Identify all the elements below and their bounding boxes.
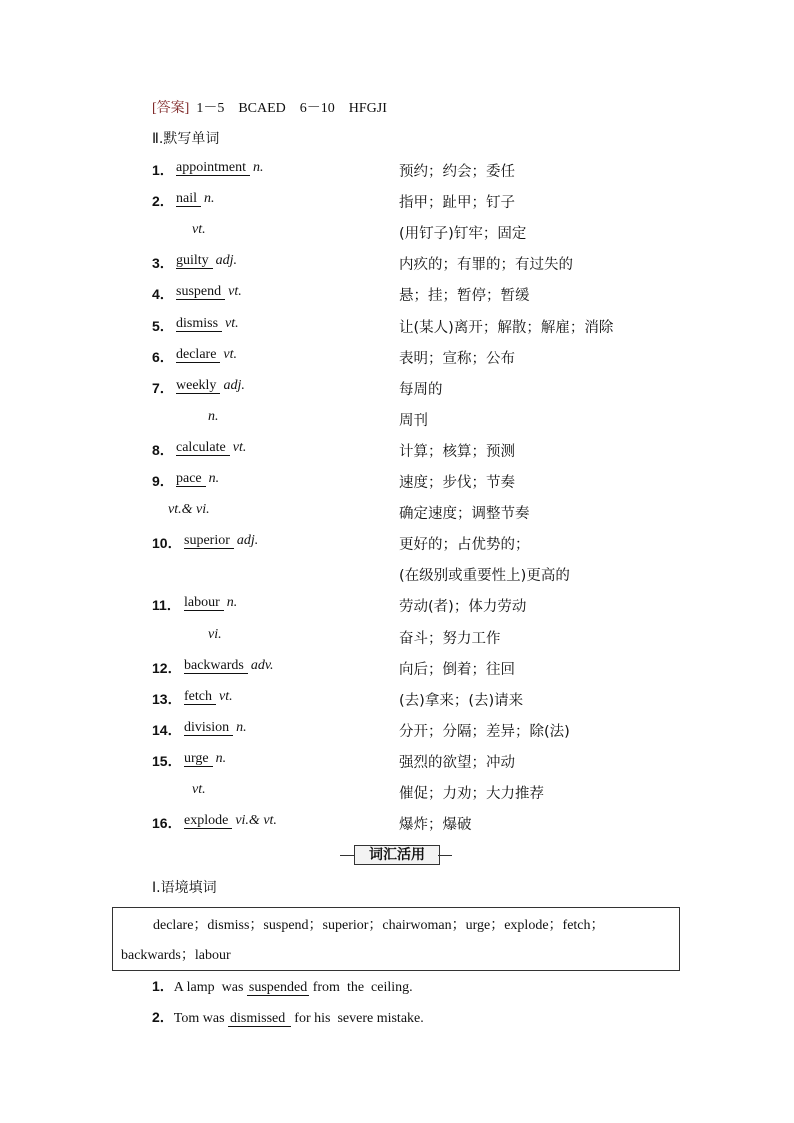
vocab-pos: vt. (228, 284, 242, 299)
vocab-meaning: 内疚的；有罪的；有过失的 (399, 257, 573, 273)
sentence-2 (152, 1007, 424, 1027)
vocab-meaning: (用钉子)钉牢；固定 (399, 226, 527, 242)
vocab-meaning: 速度；步伐；节奏 (399, 475, 515, 491)
word-bank-line-2: backwards；labour (121, 948, 231, 963)
vocab-meaning: 强烈的欲望；冲动 (399, 755, 515, 771)
vocab-number: 7． (152, 380, 174, 396)
vocab-row (0, 720, 794, 742)
vocab-meaning: 更好的；占优势的； (399, 537, 530, 553)
vocab-meaning: 催促；力劝；大力推荐 (399, 786, 544, 802)
vocab-pos: adj. (215, 253, 238, 268)
vocab-word: declare (176, 347, 220, 363)
vocab-number: 12． (152, 660, 182, 676)
section2-title: Ⅰ.语境填词 (152, 880, 217, 896)
vocab-entry (184, 720, 247, 736)
vocab-entry (176, 440, 246, 456)
vocab-entry (176, 316, 239, 332)
vocab-pos: n. (208, 471, 220, 486)
vocab-row (0, 502, 794, 524)
vocab-entry (184, 658, 274, 674)
vocab-word: fetch (184, 689, 216, 705)
vocab-number: 1． (152, 162, 174, 178)
vocab-number: 9． (152, 473, 174, 489)
vocab-word: backwards (184, 658, 248, 674)
vocab-pos: n. (236, 720, 247, 735)
vocab-word: pace (176, 471, 206, 487)
vocab-row (0, 813, 794, 835)
sentence-after: from the ceiling. (309, 980, 413, 995)
vocab-number: 2． (152, 193, 174, 209)
vocab-number: 10． (152, 535, 182, 551)
vocab-number: 14． (152, 722, 182, 738)
vocab-word: nail (176, 191, 201, 207)
vocab-word: appointment (176, 160, 250, 176)
sentence-1 (152, 976, 413, 996)
vocab-pos: n. (215, 751, 227, 766)
vocab-number: 16． (152, 815, 182, 831)
vocab-meaning: 分开；分隔；差异；除(法) (399, 724, 570, 740)
vocab-pos: vt. (225, 316, 239, 331)
answer-line (152, 97, 387, 117)
vocab-pos: adv. (250, 658, 274, 673)
answer-tag: [答案] (152, 101, 190, 116)
sentence-answer: dismissed (230, 1011, 289, 1026)
vocab-row (0, 471, 794, 493)
answer-text: 1－5 BCAED 6－10 HFGJI (189, 101, 387, 116)
vocab-pos: vi.& vt. (235, 813, 277, 828)
banner-rule-left (340, 855, 354, 856)
banner-label: 词汇活用 (354, 845, 440, 865)
vocab-entry (184, 533, 258, 549)
vocab-row (0, 533, 794, 555)
vocab-pos: n. (204, 191, 215, 206)
vocab-meaning: 向后；倒着；往回 (399, 662, 515, 678)
vocab-meaning: (去)拿来；(去)请来 (399, 693, 524, 709)
vocab-word: calculate (176, 440, 230, 456)
vocab-word: explode (184, 813, 232, 829)
vocab-word: superior (184, 533, 234, 549)
banner-rule-right (438, 855, 452, 856)
vocab-row (0, 160, 794, 182)
vocab-entry (184, 751, 226, 767)
vocab-meaning: 奋斗；努力工作 (399, 631, 501, 647)
vocab-sub-pos: vi. (208, 627, 222, 642)
vocab-sub-pos: vt.& vi. (168, 502, 210, 517)
section-banner (340, 845, 452, 865)
vocab-row (0, 409, 794, 431)
vocab-pos: adj. (236, 533, 259, 548)
vocab-word: suspend (176, 284, 225, 300)
vocab-word: labour (184, 595, 224, 611)
vocab-meaning: 让(某人)离开；解散；解雇；消除 (399, 320, 614, 336)
vocab-number: 3． (152, 255, 174, 271)
vocab-row (0, 782, 794, 804)
sentence-before: Tom was (173, 1011, 229, 1026)
vocab-word: guilty (176, 253, 213, 269)
vocab-row (0, 222, 794, 244)
vocab-word: division (184, 720, 233, 736)
vocab-row (0, 689, 794, 711)
vocab-number: 8． (152, 442, 174, 458)
vocab-number: 15． (152, 753, 182, 769)
sentence-number: 1． (152, 978, 174, 994)
vocab-meaning: 确定速度；调整节奏 (399, 506, 530, 522)
vocab-pos: n. (226, 595, 238, 610)
vocab-meaning: (在级别或重要性上)更高的 (399, 568, 570, 584)
vocab-row (0, 253, 794, 275)
word-bank-box (112, 907, 680, 971)
vocab-pos: adj. (223, 378, 245, 393)
vocab-meaning: 劳动(者)；体力劳动 (399, 599, 527, 615)
vocab-meaning: 表明；宣称；公布 (399, 351, 515, 367)
vocab-pos: vt. (218, 689, 233, 704)
vocab-entry (184, 813, 277, 829)
vocab-entry (176, 160, 264, 176)
vocab-number: 4． (152, 286, 174, 302)
vocab-entry (184, 689, 233, 705)
vocab-row (0, 564, 794, 586)
vocab-row (0, 378, 794, 400)
vocab-pos: vt. (232, 440, 247, 455)
sentence-number: 2． (152, 1009, 174, 1025)
vocab-meaning: 指甲；趾甲；钉子 (399, 195, 515, 211)
vocab-entry (184, 595, 237, 611)
vocab-row (0, 316, 794, 338)
vocab-row (0, 284, 794, 306)
vocab-sub-pos: vt. (192, 782, 206, 797)
vocab-pos: vt. (223, 347, 238, 362)
vocab-meaning: 悬；挂；暂停；暂缓 (399, 288, 530, 304)
vocab-row (0, 347, 794, 369)
vocab-meaning: 每周的 (399, 382, 443, 398)
vocab-entry (176, 471, 219, 487)
vocab-word: urge (184, 751, 213, 767)
vocab-row (0, 658, 794, 680)
vocab-entry (176, 253, 237, 269)
vocab-entry (176, 347, 237, 363)
vocab-number: 6． (152, 349, 174, 365)
vocab-row (0, 751, 794, 773)
section-title: Ⅱ.默写单词 (152, 131, 220, 147)
vocab-row (0, 627, 794, 649)
vocab-word: dismiss (176, 316, 222, 332)
vocab-sub-pos: n. (208, 409, 219, 424)
vocab-number: 11． (152, 597, 181, 613)
vocab-meaning: 周刊 (399, 413, 428, 429)
vocab-meaning: 预约；约会；委任 (399, 164, 515, 180)
sentence-before: A lamp was (173, 980, 247, 995)
vocab-sub-pos: vt. (192, 222, 206, 237)
word-bank-line-1: declare；dismiss；suspend；superior；chairwoman；urge；explode；fetch； (153, 918, 605, 933)
vocab-row (0, 440, 794, 462)
sentence-answer: suspended (248, 980, 308, 995)
vocab-meaning: 计算；核算；预测 (399, 444, 515, 460)
vocab-row (0, 595, 794, 617)
vocab-pos: n. (253, 160, 264, 175)
sentence-after: for his severe mistake. (290, 1011, 424, 1026)
vocab-entry (176, 284, 242, 300)
vocab-number: 13． (152, 691, 182, 707)
vocab-meaning: 爆炸；爆破 (399, 817, 472, 833)
vocab-word: weekly (176, 378, 220, 394)
vocab-entry (176, 378, 245, 394)
vocab-number: 5． (152, 318, 174, 334)
vocab-row (0, 191, 794, 213)
vocab-entry (176, 191, 215, 207)
